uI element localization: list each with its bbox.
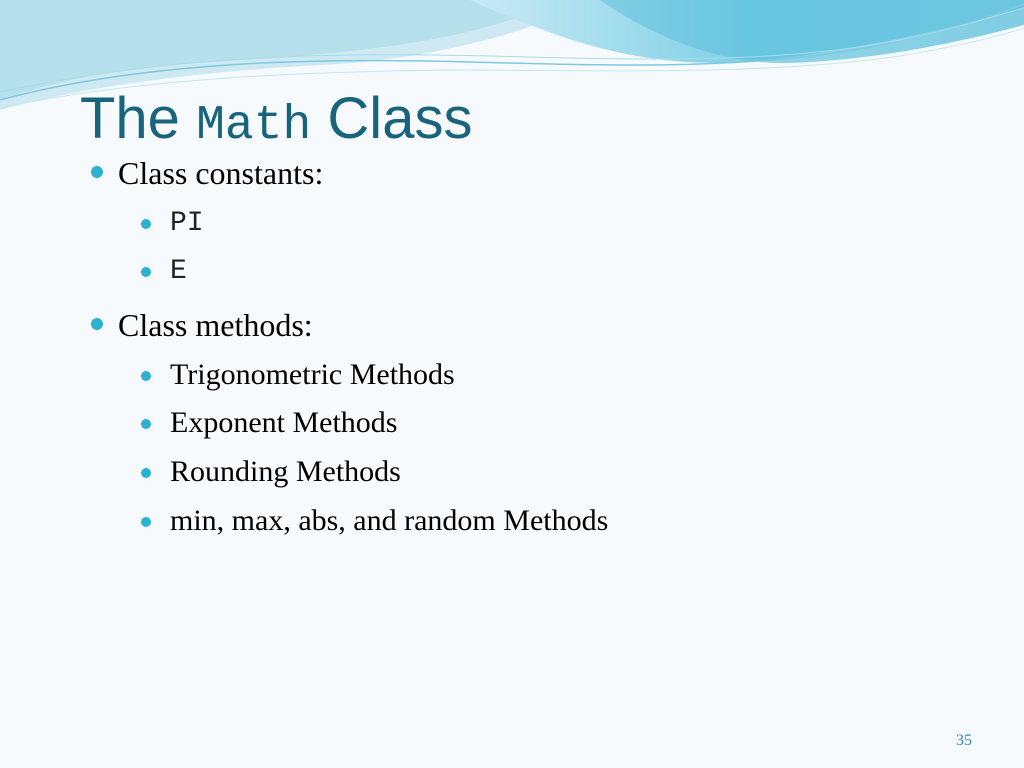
list-item-method: Exponent Methods xyxy=(170,406,398,439)
bullet-icon xyxy=(141,267,151,277)
bullet-icon xyxy=(91,318,103,330)
title-prefix: The xyxy=(80,86,180,151)
list-item-method: min, max, abs, and random Methods xyxy=(170,504,609,537)
list-item-constant: E xyxy=(170,256,187,287)
bullet-icon xyxy=(141,517,151,527)
title-suffix: Class xyxy=(327,86,473,151)
bullet-icon xyxy=(141,371,151,381)
title-code: Math xyxy=(196,99,312,153)
bullet-icon xyxy=(141,419,151,429)
bullet-icon xyxy=(91,166,103,178)
list-item-method: Rounding Methods xyxy=(170,455,401,488)
bullet-class-methods: Class methods: xyxy=(118,307,313,343)
page-number: 35 xyxy=(956,732,972,749)
bullet-class-constants: Class constants: xyxy=(118,155,324,191)
bullet-icon xyxy=(141,219,151,229)
bullet-icon xyxy=(141,468,151,478)
list-item-constant: PI xyxy=(170,208,204,239)
list-item-method: Trigonometric Methods xyxy=(170,358,455,391)
